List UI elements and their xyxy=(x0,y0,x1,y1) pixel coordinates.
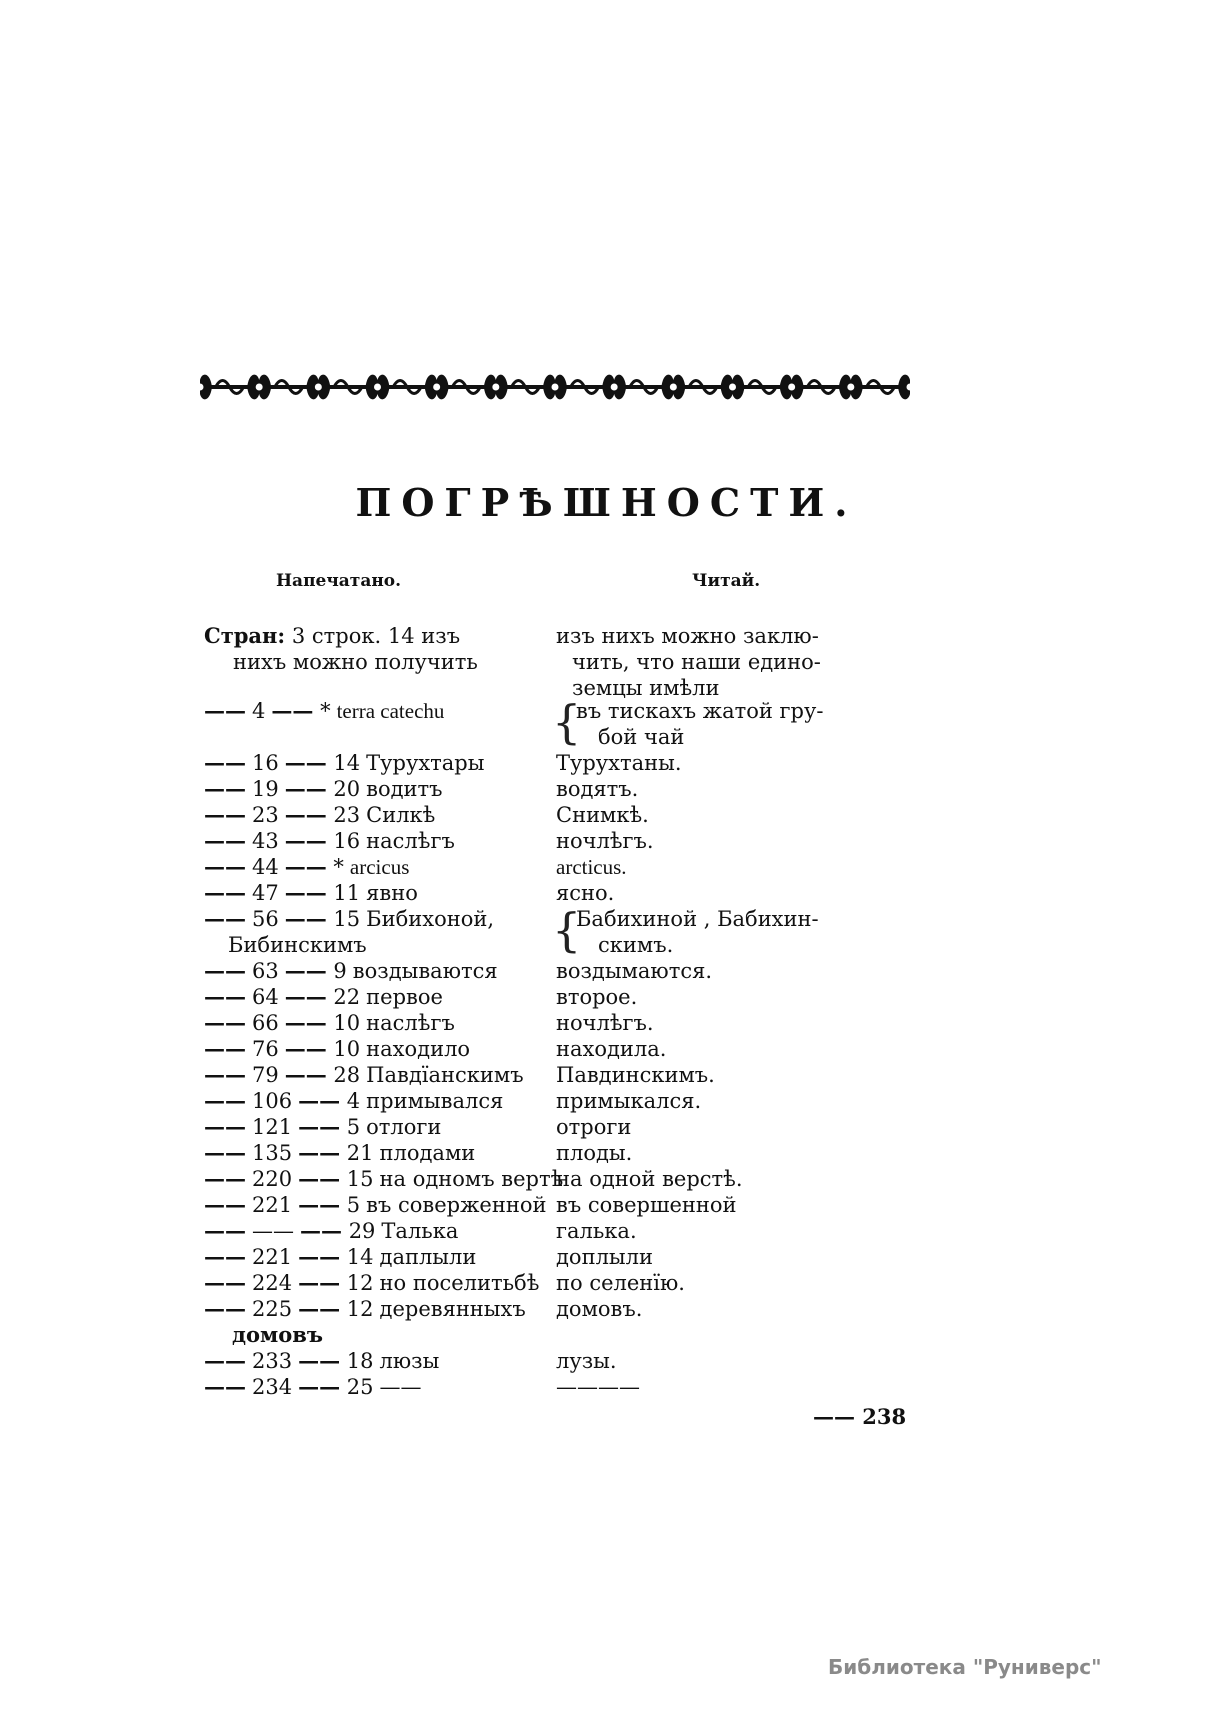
page-ref: 79 xyxy=(252,1063,279,1087)
errata-row xyxy=(0,1062,1213,1088)
printed-cell xyxy=(204,1244,476,1270)
decorative-ornament-band xyxy=(200,368,910,406)
errata-row xyxy=(0,854,1213,880)
correction-text: доплыли xyxy=(556,1245,653,1269)
errata-row xyxy=(0,1166,1213,1192)
correction-text: второе. xyxy=(556,985,638,1009)
dash-sep: —— xyxy=(271,698,314,723)
printed-cell xyxy=(204,776,443,802)
errata-row xyxy=(0,1270,1213,1296)
page-ref: 3 xyxy=(291,624,306,648)
printed-text: Силкѣ xyxy=(366,803,436,827)
printed-cell xyxy=(204,1296,526,1322)
errata-row xyxy=(0,750,1213,776)
line-ref: 11 xyxy=(333,881,361,905)
dash-sep: —— xyxy=(284,906,327,931)
correction-continuation: скимъ. xyxy=(598,933,674,957)
dash-sep: —— xyxy=(284,1062,327,1087)
printed-text: плодами xyxy=(379,1141,476,1165)
dash-lead: —— xyxy=(204,1140,246,1165)
printed-cell xyxy=(204,880,418,906)
page-ref: 64 xyxy=(252,985,279,1009)
dash-lead: —— xyxy=(204,1218,246,1243)
correction-text: изъ нихъ можно заклю- xyxy=(556,624,819,648)
brace-mark: { xyxy=(552,695,582,749)
page-ref: 220 xyxy=(252,1167,293,1191)
page-ref: 44 xyxy=(252,855,279,879)
errata-row xyxy=(0,1036,1213,1062)
correction-text: Турухтаны. xyxy=(556,751,682,775)
line-ref: 22 xyxy=(333,985,361,1009)
printed-text: воздываются xyxy=(352,959,498,983)
errata-row xyxy=(0,906,1213,932)
printed-cell xyxy=(204,1088,503,1114)
printed-cell xyxy=(204,1114,441,1140)
dash-lead: —— xyxy=(204,750,246,775)
printed-text: отлоги xyxy=(366,1115,442,1139)
line-ref: 5 xyxy=(346,1193,361,1217)
line-ref: 29 xyxy=(348,1219,376,1243)
printed-cell xyxy=(204,1374,422,1400)
dash-sep: —— xyxy=(298,1166,341,1191)
errata-row xyxy=(0,1374,1213,1400)
printed-cell xyxy=(204,984,443,1010)
printed-text: примывался xyxy=(366,1089,504,1113)
page-ref: 233 xyxy=(252,1349,293,1373)
printed-cell xyxy=(204,1348,439,1374)
dash-sep: —— xyxy=(298,1374,341,1399)
dash-sep: —— xyxy=(284,854,327,879)
line-ref: 15 xyxy=(346,1167,374,1191)
errata-row xyxy=(0,698,1213,724)
printed-text: наслѣгъ xyxy=(366,829,455,853)
printed-cell xyxy=(204,1270,539,1296)
printed-text: люзы xyxy=(379,1349,440,1373)
printed-text: деревянныхъ xyxy=(379,1297,526,1321)
dash-sep: —— xyxy=(284,958,327,983)
printed-cell xyxy=(204,958,498,984)
printed-cell xyxy=(204,750,484,776)
dash-lead: —— xyxy=(204,1088,246,1113)
correction-text: Павдинскимъ. xyxy=(556,1063,715,1087)
column-header-read: Читай. xyxy=(692,571,761,591)
printed-text: даплыли xyxy=(379,1245,477,1269)
dash-lead: —— xyxy=(204,1166,246,1191)
printed-text: явно xyxy=(366,881,418,905)
correction-continuation: земцы имѣли xyxy=(572,676,720,700)
page-ref: 63 xyxy=(252,959,279,983)
dash-sep: —— xyxy=(284,1010,327,1035)
line-ref: 12 xyxy=(346,1271,374,1295)
dash-sep: —— xyxy=(298,1270,341,1295)
errata-row xyxy=(0,1218,1213,1244)
line-ref: 4 xyxy=(346,1089,361,1113)
correction-text: отроги xyxy=(556,1115,632,1139)
page-ref: 47 xyxy=(252,881,279,905)
printed-cell xyxy=(204,1062,524,1088)
correction-text: плоды. xyxy=(556,1141,633,1165)
line-label: строк. xyxy=(311,624,382,648)
printed-text: на одномъ вертѣ xyxy=(379,1167,564,1191)
page-ref: —— xyxy=(252,1219,294,1243)
printed-cell xyxy=(204,854,409,880)
correction-text: arcticus. xyxy=(556,855,627,879)
correction-text: въ совершенной xyxy=(556,1193,737,1217)
correction-text: домовъ. xyxy=(556,1297,643,1321)
errata-row xyxy=(0,828,1213,854)
printed-cell xyxy=(204,1010,455,1036)
dash-lead: —— xyxy=(204,1114,246,1139)
line-ref: 14 xyxy=(346,1245,374,1269)
page-ref: 16 xyxy=(252,751,279,775)
dash-sep: —— xyxy=(284,802,327,827)
dash-lead: —— xyxy=(204,906,246,931)
errata-row xyxy=(0,1010,1213,1036)
errata-row xyxy=(0,1140,1213,1166)
page-ref: 4 xyxy=(252,699,266,723)
dash-sep: —— xyxy=(284,880,327,905)
correction-text: водятъ. xyxy=(556,777,639,801)
correction-text: лузы. xyxy=(556,1349,617,1373)
dash-sep: —— xyxy=(284,828,327,853)
dash-sep: —— xyxy=(300,1218,342,1243)
line-ref: 9 xyxy=(333,959,347,983)
dash-lead: —— xyxy=(204,880,246,905)
page-ref: 121 xyxy=(252,1115,293,1139)
dash-lead: —— xyxy=(204,958,246,983)
correction-text: примыкался. xyxy=(556,1089,702,1113)
correction-text: ясно. xyxy=(556,881,615,905)
correction-text: въ тискахъ жатой гру- xyxy=(576,699,824,723)
page-ref: 225 xyxy=(252,1297,293,1321)
printed-text: —— xyxy=(379,1375,422,1399)
brace-mark: { xyxy=(552,903,582,957)
library-watermark: Библиотека "Руниверс" xyxy=(828,1655,1102,1679)
page-ref: 221 xyxy=(252,1193,293,1217)
line-ref: 21 xyxy=(346,1141,374,1165)
printed-text: Павдїанскимъ xyxy=(366,1063,524,1087)
dash-sep: —— xyxy=(298,1244,341,1269)
printed-cell xyxy=(204,1192,547,1218)
printed-text: Бибихоной, xyxy=(366,907,495,931)
dash-sep: —— xyxy=(298,1192,341,1217)
correction-text: ———— xyxy=(556,1375,640,1399)
dash-sep: —— xyxy=(284,750,327,775)
line-ref: 14 xyxy=(333,751,361,775)
page-ref: 19 xyxy=(252,777,279,801)
line-ref: 12 xyxy=(346,1297,374,1321)
dash-sep: —— xyxy=(284,984,327,1009)
dash-lead: —— xyxy=(204,1062,246,1087)
line-ref: 10 xyxy=(333,1037,361,1061)
printed-cell xyxy=(204,802,435,828)
dash-sep: —— xyxy=(298,1296,341,1321)
page-ref: 221 xyxy=(252,1245,293,1269)
errata-row xyxy=(0,880,1213,906)
correction-continuation: чить, что наши едино- xyxy=(572,650,821,674)
dash-sep: —— xyxy=(298,1114,341,1139)
dash-lead: —— xyxy=(204,828,246,853)
correction-text: по селенїю. xyxy=(556,1271,685,1295)
dash-lead: —— xyxy=(204,1348,246,1373)
page-ref: 66 xyxy=(252,1011,279,1035)
dash-lead: —— xyxy=(204,1192,246,1217)
dash-lead: —— xyxy=(204,1036,246,1061)
ornament-motif xyxy=(898,375,910,400)
printed-text: Турухтары xyxy=(366,751,485,775)
dash-lead: —— xyxy=(204,1296,246,1321)
line-ref: 14 xyxy=(387,624,415,648)
printed-cell xyxy=(204,1218,458,1244)
line-ref: 28 xyxy=(333,1063,361,1087)
printed-cell xyxy=(204,828,455,854)
dash-lead: —— xyxy=(204,984,246,1009)
page-title: ПОГРѢШНОСТИ. xyxy=(355,480,858,525)
errata-row xyxy=(0,802,1213,828)
page-ref: 135 xyxy=(252,1141,293,1165)
printed-text-continuation: Бибинскимъ xyxy=(228,933,367,957)
correction-text: Бабихиной , Бабихин- xyxy=(576,907,819,931)
page-ref: 234 xyxy=(252,1375,293,1399)
printed-text: arcicus xyxy=(349,855,410,879)
correction-text: воздымаются. xyxy=(556,959,713,983)
line-ref: * xyxy=(333,855,344,879)
dash-lead: —— xyxy=(204,1270,246,1295)
printed-cell xyxy=(204,1036,470,1062)
line-ref: * xyxy=(320,699,331,723)
dash-lead: —— xyxy=(204,802,246,827)
errata-row xyxy=(0,1088,1213,1114)
column-header-printed: Напечатано. xyxy=(276,571,402,591)
printed-text: изъ xyxy=(421,624,461,648)
page-ref: 23 xyxy=(252,803,279,827)
correction-text: Снимкѣ. xyxy=(556,803,649,827)
correction-text: галька. xyxy=(556,1219,637,1243)
correction-text: находила. xyxy=(556,1037,667,1061)
errata-row xyxy=(0,1296,1213,1322)
line-ref: 5 xyxy=(346,1115,361,1139)
dash-sep: —— xyxy=(298,1348,341,1373)
line-ref: 20 xyxy=(333,777,361,801)
printed-text-continuation: домовъ xyxy=(232,1322,323,1347)
printed-text: водитъ xyxy=(366,777,443,801)
printed-cell xyxy=(204,1140,475,1166)
page-ref: 43 xyxy=(252,829,279,853)
correction-text: ночлѣгъ. xyxy=(556,1011,654,1035)
page-ref: 76 xyxy=(252,1037,279,1061)
printed-text-continuation: нихъ можно получить xyxy=(233,650,478,674)
printed-text: Талька xyxy=(381,1219,459,1243)
page-number: —— 238 xyxy=(813,1404,907,1429)
dash-lead: —— xyxy=(204,1374,246,1399)
line-ref: 16 xyxy=(333,829,361,853)
printed-text: первое xyxy=(366,985,443,1009)
line-ref: 18 xyxy=(346,1349,374,1373)
printed-text: наслѣгъ xyxy=(366,1011,455,1035)
dash-lead: —— xyxy=(204,698,246,723)
dash-sep: —— xyxy=(284,776,327,801)
page-ref: 224 xyxy=(252,1271,293,1295)
dash-sep: —— xyxy=(298,1140,341,1165)
errata-row xyxy=(0,1244,1213,1270)
printed-cell xyxy=(204,906,494,932)
correction-text: ночлѣгъ. xyxy=(556,829,654,853)
errata-row xyxy=(0,776,1213,802)
dash-sep: —— xyxy=(298,1088,341,1113)
errata-row xyxy=(0,1192,1213,1218)
line-ref: 15 xyxy=(333,907,361,931)
printed-cell xyxy=(204,1166,563,1192)
dash-lead: —— xyxy=(204,1244,246,1269)
dash-lead: —— xyxy=(204,854,246,879)
dash-lead: —— xyxy=(204,776,246,801)
page-label: Стран: xyxy=(204,623,286,648)
correction-text: на одной верстѣ. xyxy=(556,1167,743,1191)
page-ref: 56 xyxy=(252,907,279,931)
errata-row xyxy=(0,958,1213,984)
printed-text: находило xyxy=(366,1037,471,1061)
line-ref: 23 xyxy=(333,803,361,827)
printed-text: но поселитьбѣ xyxy=(379,1271,540,1295)
dash-sep: —— xyxy=(284,1036,327,1061)
errata-row-first xyxy=(0,623,1213,649)
printed-cell xyxy=(204,698,444,724)
dash-lead: —— xyxy=(204,1010,246,1035)
errata-row xyxy=(0,1348,1213,1374)
errata-row xyxy=(0,984,1213,1010)
printed-text: въ соверженной xyxy=(366,1193,547,1217)
errata-row xyxy=(0,1114,1213,1140)
page-ref: 106 xyxy=(252,1089,293,1113)
correction-continuation: бой чай xyxy=(598,725,685,749)
line-ref: 10 xyxy=(333,1011,361,1035)
line-ref: 25 xyxy=(346,1375,374,1399)
printed-text: terra catechu xyxy=(336,699,445,723)
